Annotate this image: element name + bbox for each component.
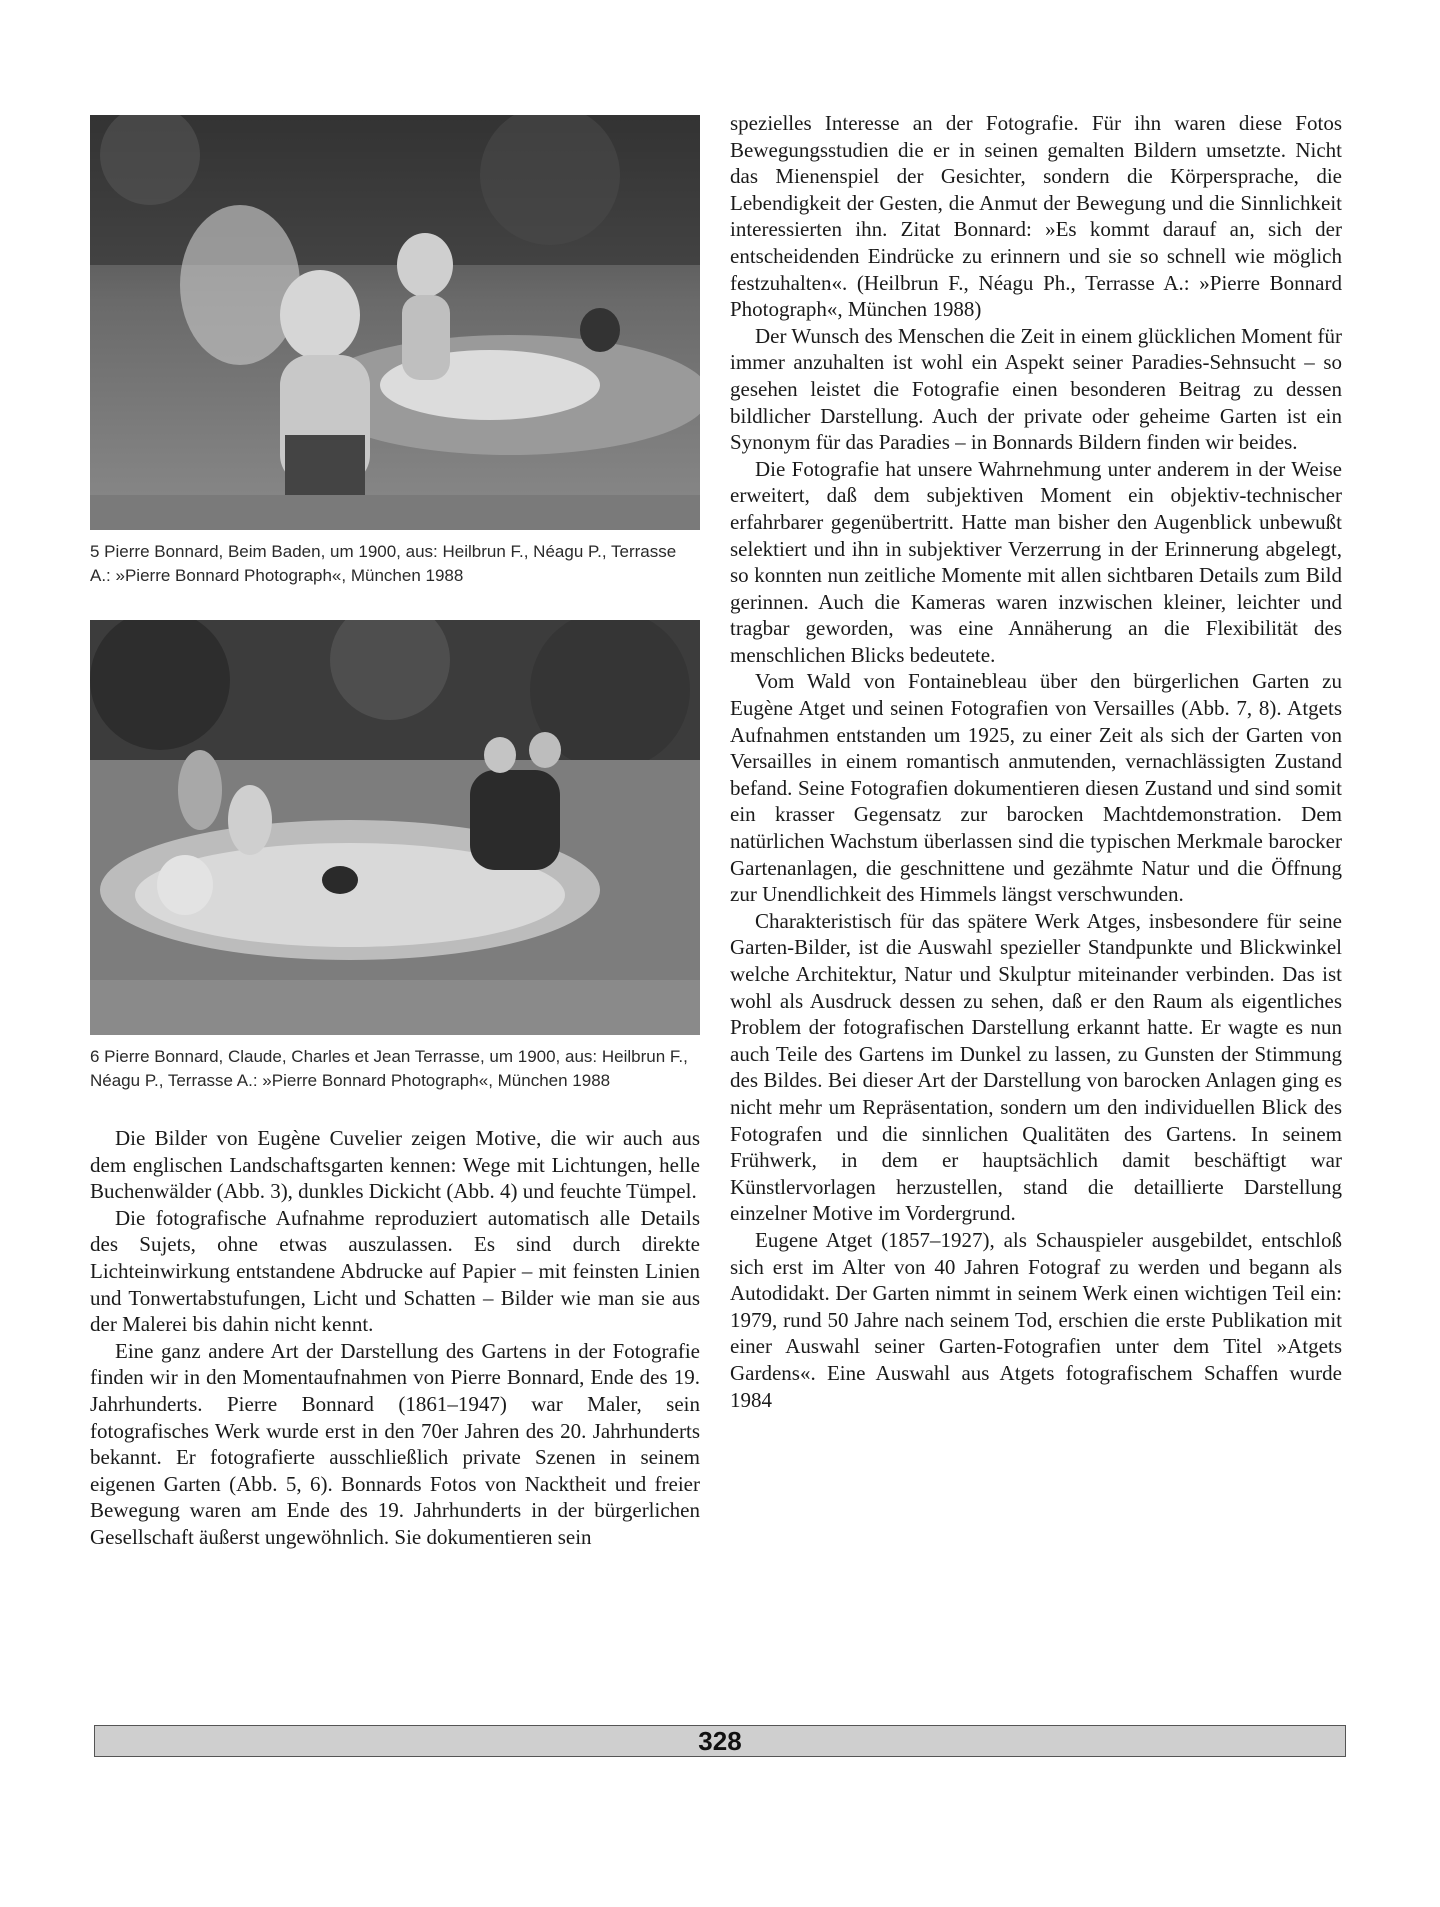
left-column <box>90 115 700 1551</box>
paragraph: Charakteristisch für das spätere Werk Atges, insbesondere für seine Garten-Bilder, ist die Auswahl spezieller Standpunkte und Blickwinkel welche Architektur, Natur und Skulptur miteinander verbinden. Das ist wohl als Ausdruck dessen zu sehen, daß er den Raum als eigentliches Problem der fotografischen Darstellung erkannt hatte. Er wagte es nun auch Teile des Gartens im Dunkel zu lassen, zu Gunsten der Stimmung des Bildes. Bei dieser Art der Darstellung von barocken Anlagen ging es nicht mehr um Repräsentation, sondern um den individuellen Blick des Fotografen und die sinnlichen Qualitäten des Gartens. In seinem Frühwerk, in dem er hauptsächlich damit beschäftigt war Künstlervorlagen herzustellen, stand die detaillierte Darstellung einzelner Motive im Vordergrund. <box>730 908 1342 1226</box>
paragraph: Vom Wald von Fontainebleau über den bürgerlichen Garten zu Eugène Atget und seinen Fotografien von Versailles (Abb. 7, 8). Atgets Aufnahmen entstanden um 1925, zu einer Zeit als sich der Garten von Versailles in einem romantisch anmutenden, vernachlässigten Zustand befand. Seine Fotografien dokumentieren diesen Zustand und sind somit ein krasser Gegensatz zur barocken Machtdemonstration. Dem natürlichen Wachstum überlassen sind die typischen Merkmale barocker Gartenanlagen, die geschnittene und gezähmte Natur und die Öffnung zur Unendlichkeit des Himmels längst verschwunden. <box>730 669 1342 907</box>
figure-6-caption: 6 Pierre Bonnard, Claude, Charles et Jean Terrasse, um 1900, aus: Heilbrun F., Néagu P., Terrasse A.: »Pierre Bonnard Photograph«, München 1988 <box>90 1047 688 1090</box>
photo-bathing-children <box>90 115 700 530</box>
right-body-text <box>730 110 1342 1413</box>
paragraph: Die Fotografie hat unsere Wahrnehmung unter anderem in der Weise erweitert, daß dem subjektiven Moment ein objektiv-technischer erfahrbarer gegenübertritt. Hatte man bisher den Augenblick unbewußt selektiert und ihn in subjektiver Verzerrung in der Erinnerung abgelegt, so konnten nun zeitliche Momente mit allen sichtbaren Details zum Bild gerinnen. Auch die Kameras waren inzwischen kleiner, leichter und tragbar geworden, was eine Annäherung an die Flexibilität des menschlichen Blicks bedeutete. <box>730 456 1342 667</box>
paragraph: Eine ganz andere Art der Darstellung des Gartens in der Fotografie finden wir in den Momentaufnahmen von Pierre Bonnard, Ende des 19. Jahrhunderts. Pierre Bonnard (1861–1947) war Maler, sein fotografisches Werk wurde erst in den 70er Jahren des 20. Jahrhunderts bekannt. Er fotografierte ausschließlich private Szenen in seinem eigenen Garten (Abb. 5, 6). Bonnards Fotos von Nacktheit und freier Bewegung waren am Ende des 19. Jahrhunderts in der bürgerlichen Gesellschaft äußerst ungewöhnlich. Sie dokumentieren sein <box>90 1338 700 1549</box>
right-column <box>730 110 1342 1413</box>
photo-garden-pool <box>90 620 700 1035</box>
paragraph: Eugene Atget (1857–1927), als Schauspieler ausgebildet, entschloß sich erst im Alter von 40 Jahren Fotograf zu werden und begann als Autodidakt. Der Garten nimmt in seinem Werk einen wichtigen Teil ein: 1979, rund 50 Jahre nach seinem Tod, erschien die erste Publikation mit einer Auswahl seiner Garten-Fotografien unter dem Titel »Atgets Gardens«. Eine Auswahl aus Atgets fotografischem Schaffen wurde 1984 <box>730 1227 1342 1412</box>
page-number: 328 <box>698 1726 742 1756</box>
figure-5-caption: 5 Pierre Bonnard, Beim Baden, um 1900, aus: Heilbrun F., Néagu P., Terrasse A.: »Pierre Bonnard Photograph«, München 1988 <box>90 542 677 585</box>
paragraph: Der Wunsch des Menschen die Zeit in einem glücklichen Moment für immer anzuhalten ist wohl ein Aspekt seiner Paradies-Sehnsucht – so gesehen leistet die Fotografie einen besonderen Beitrag zu dessen bildlicher Darstellung. Auch der private oder geheime Garten ist ein Synonym für das Paradies – in Bonnards Bildern finden wir beides. <box>730 323 1342 455</box>
page-footer-bar <box>94 1725 1346 1757</box>
paragraph: Die fotografische Aufnahme reproduziert automatisch alle Details des Sujets, ohne etwas auszulassen. Es sind durch direkte Lichteinwirkung entstandene Abdrucke auf Papier – mit feinsten Linien und Tonwertabstufungen, Licht und Schatten – Bilder wie man sie aus der Malerei bis dahin nicht kennt. <box>90 1205 700 1337</box>
paragraph: spezielles Interesse an der Fotografie. Für ihn waren diese Fotos Bewegungsstudien die er in seinen gemalten Bildern umsetzte. Nicht das Mienenspiel der Gesichter, sondern die Körpersprache, die Lebendigkeit der Gesten, die Anmut der Bewegung und die Sinnlichkeit interessierten ihn. Zitat Bonnard: »Es kommt darauf an, sich der entscheidenden Eindrücke zu erinnern und sie so schnell wie möglich festzuhalten«. (Heilbrun F., Néagu Ph., Terrasse A.: »Pierre Bonnard Photograph«, München 1988) <box>730 111 1342 322</box>
paragraph: Die Bilder von Eugène Cuvelier zeigen Motive, die wir auch aus dem englischen Landschaftsgarten kennen: Wege mit Lichtungen, helle Buchenwälder (Abb. 3), dunkles Dickicht (Abb. 4) und feuchte Tümpel. <box>90 1126 700 1204</box>
left-body-text <box>90 1125 700 1551</box>
